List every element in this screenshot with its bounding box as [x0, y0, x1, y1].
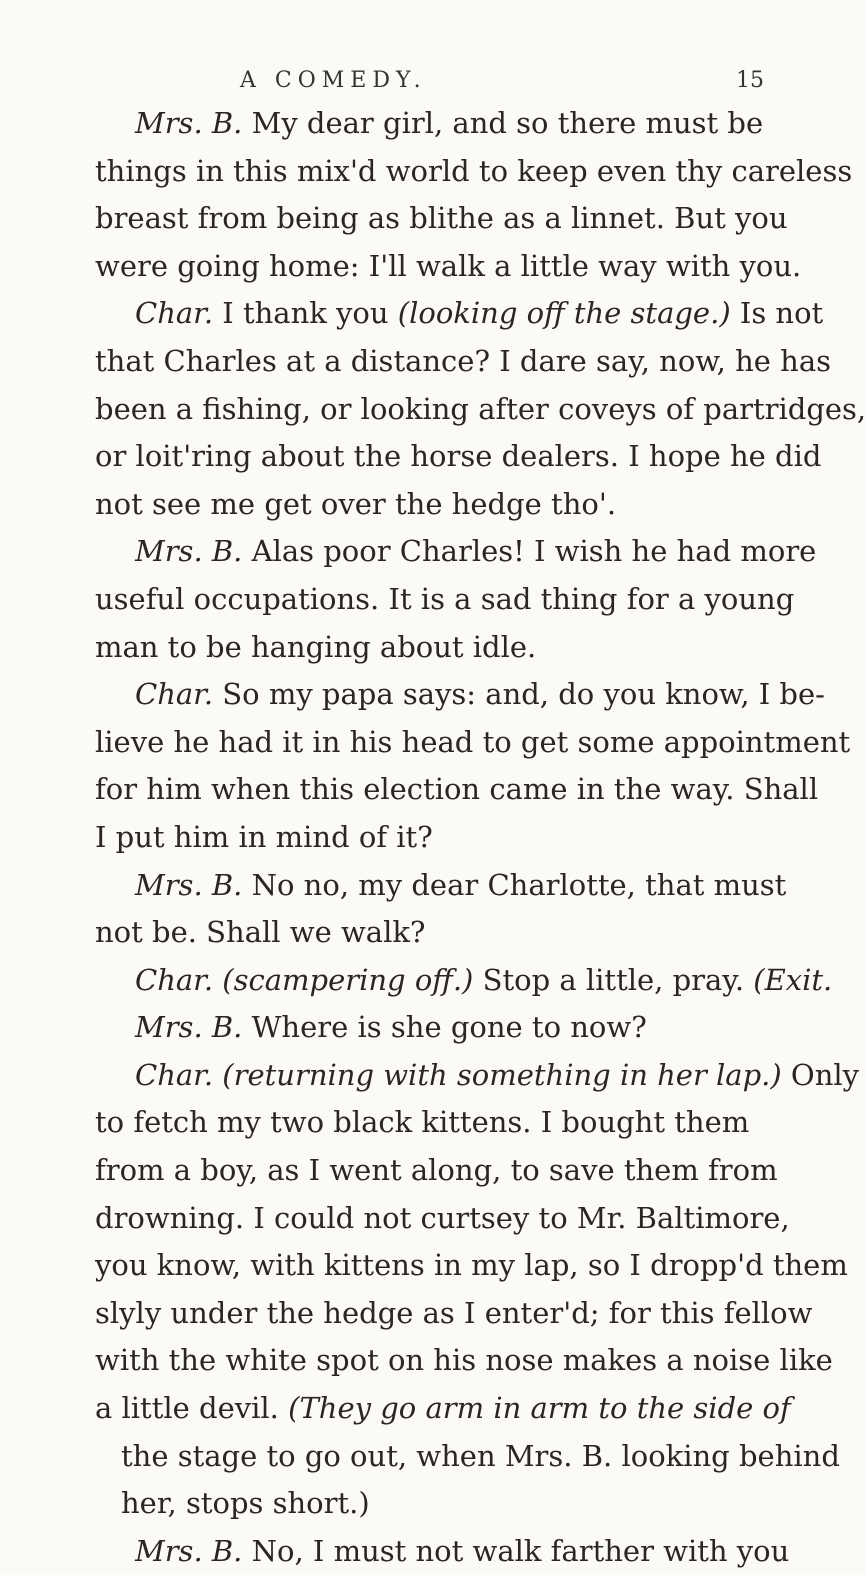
text-line: not be. Shall we walk?: [95, 915, 426, 950]
text-line: things in this mix'd world to keep even thy careless: [95, 153, 853, 188]
text-line: Mrs. B. Where is she gone to now?: [135, 1010, 647, 1045]
text-line: not see me get over the hedge tho'.: [95, 486, 617, 521]
text-line: a little devil. (They go arm in arm to the side of: [95, 1391, 791, 1426]
text-line: useful occupations. It is a sad thing for a young: [95, 581, 795, 616]
text-line: I put him in mind of it?: [95, 819, 433, 854]
text-line: Char. (scampering off.) Stop a little, pray. (Exit.: [135, 962, 833, 997]
text-line: the stage to go out, when Mrs. B. looking behind: [121, 1438, 840, 1473]
text-line: from a boy, as I went along, to save them from: [95, 1153, 778, 1188]
text-line: breast from being as blithe as a linnet. But you: [95, 201, 788, 236]
text-line: lieve he had it in his head to get some appointment: [95, 724, 851, 759]
text-line: Mrs. B. No no, my dear Charlotte, that must: [135, 867, 787, 902]
text-line: you know, with kittens in my lap, so I dropp'd them: [95, 1248, 848, 1283]
text-line: that Charles at a distance? I dare say, now, he has: [95, 343, 832, 378]
text-line: Char. (returning with something in her lap.) Only: [135, 1057, 860, 1092]
text-line: Mrs. B. My dear girl, and so there must be: [135, 106, 764, 140]
text-line: Mrs. B. No, I must not walk farther with you: [135, 1533, 790, 1568]
text-line: were going home: I'll walk a little way with you.: [95, 248, 802, 283]
body-text: [95, 100, 866, 1575]
text-line: for him when this election came in the way. Shall: [95, 772, 819, 807]
page-number: 15: [736, 68, 764, 93]
text-line: been a fishing, or looking after coveys of partridges,: [95, 391, 866, 426]
text-line: or loit'ring about the horse dealers. I hope he did: [95, 439, 822, 474]
text-line: to fetch my two black kittens. I bought them: [95, 1105, 750, 1140]
text-line: drowning. I could not curtsey to Mr. Baltimore,: [95, 1200, 790, 1235]
running-title: A COMEDY.: [240, 68, 427, 93]
text-line: her, stops short.): [121, 1486, 370, 1521]
text-line: Char. I thank you (looking off the stage.) Is not: [135, 296, 824, 331]
text-line: Char. So my papa says: and, do you know, I be-: [135, 677, 825, 712]
text-line: man to be hanging about idle.: [95, 629, 537, 664]
text-line: with the white spot on his nose makes a noise like: [95, 1343, 833, 1378]
text-line: Mrs. B. Alas poor Charles! I wish he had more: [135, 534, 817, 569]
text-line: slyly under the hedge as I enter'd; for this fellow: [95, 1295, 813, 1330]
